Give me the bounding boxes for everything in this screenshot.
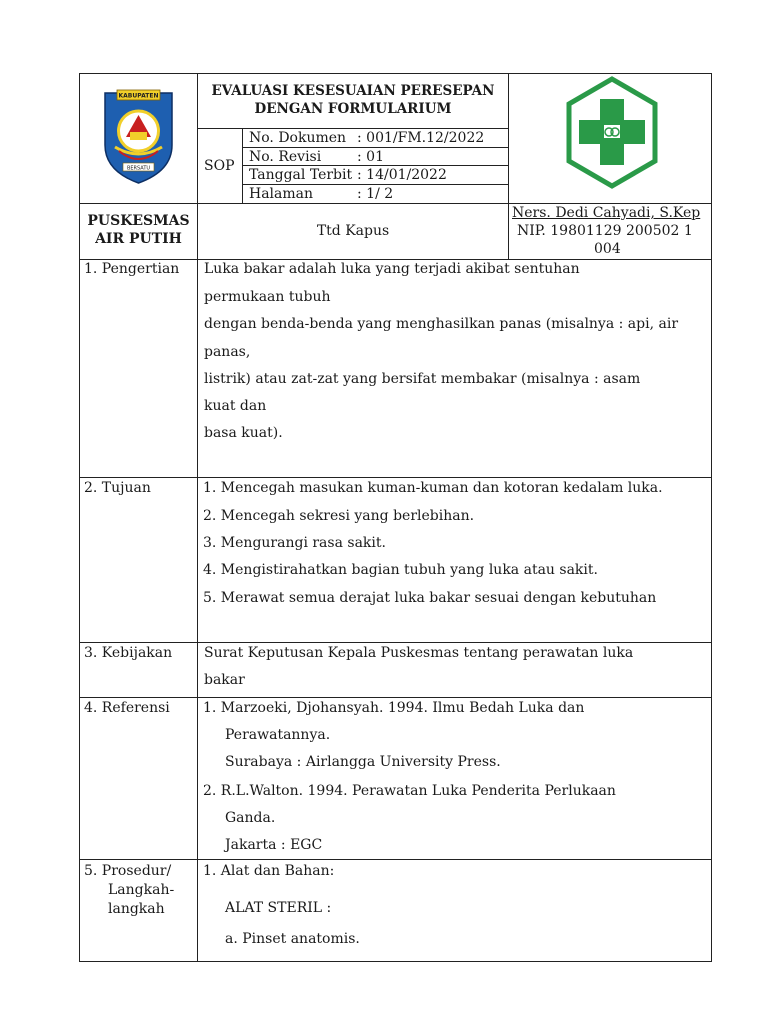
section-label-prosedur-line3: langkah <box>108 901 165 917</box>
tujuan-item: 4. Mengistirahatkan bagian tubuh yang luka atau sakit. <box>203 562 598 578</box>
tujuan-item: 3. Mengurangi rasa sakit. <box>203 535 386 551</box>
referensi-1-line1: 1. Marzoeki, Djohansyah. 1994. Ilmu Bedah Luka dan <box>203 700 585 716</box>
issue-date-value: : 14/01/2022 <box>357 167 447 183</box>
page-value: : 1/ 2 <box>357 186 394 202</box>
referensi-2-line3: Jakarta : EGC <box>225 837 323 853</box>
pengertian-text-line6: kuat dan <box>204 398 267 414</box>
pengertian-text-line4: panas, <box>204 344 251 360</box>
revision-label: No. Revisi <box>249 149 322 165</box>
revision-value: : 01 <box>357 149 384 165</box>
tujuan-item: 2. Mencegah sekresi yang berlebihan. <box>203 508 475 524</box>
signatory-nip-line1: NIP. 19801129 200502 1 <box>517 223 693 239</box>
kabupaten-crest-logo <box>101 87 176 187</box>
section-label-kebijakan: 3. Kebijakan <box>84 645 173 661</box>
tujuan-item: 5. Merawat semua derajat luka bakar sesuai dengan kebutuhan <box>203 590 657 606</box>
institution-name-line2: AIR PUTIH <box>95 231 182 247</box>
svg-text:BERSATU: BERSATU <box>126 165 151 172</box>
section-label-prosedur-line2: Langkah- <box>108 882 175 898</box>
signatory-name: Ners. Dedi Cahyadi, S.Kep <box>512 205 701 221</box>
referensi-2-line2: Ganda. <box>225 810 276 826</box>
svg-text:KABUPATEN: KABUPATEN <box>118 92 159 100</box>
pengertian-text-line2: permukaan tubuh <box>204 289 331 305</box>
doc-no-value: : 001/FM.12/2022 <box>357 130 485 146</box>
issue-date-label: Tanggal Terbit <box>249 167 353 183</box>
signatory-nip-line2: 004 <box>594 241 621 257</box>
prosedur-text-line3: a. Pinset anatomis. <box>225 931 360 947</box>
pengertian-text-line7: basa kuat). <box>204 425 283 441</box>
page-label: Halaman <box>249 186 314 202</box>
section-label-referensi: 4. Referensi <box>84 700 170 716</box>
prosedur-text-line2: ALAT STERIL : <box>225 900 332 916</box>
puskesmas-cross-logo <box>564 75 660 191</box>
section-label-prosedur: 5. Prosedur/ <box>84 863 172 879</box>
pengertian-text-line5: listrik) atau zat-zat yang bersifat membakar (misalnya : asam <box>204 371 641 387</box>
referensi-1-line3: Surabaya : Airlangga University Press. <box>225 754 501 770</box>
kebijakan-text-line2: bakar <box>204 672 245 688</box>
document-title-line1: EVALUASI KESESUAIAN PERESEPAN <box>211 83 495 99</box>
prosedur-text-line1: 1. Alat dan Bahan: <box>203 863 335 879</box>
sop-label: SOP <box>204 158 235 174</box>
document-title-line2: DENGAN FORMULARIUM <box>254 101 452 117</box>
pengertian-text-line3: dengan benda-benda yang menghasilkan panas (misalnya : api, air <box>204 316 679 332</box>
ttd-kapus: Ttd Kapus <box>316 223 390 239</box>
institution-name-line1: PUSKESMAS <box>87 213 190 229</box>
pengertian-text-line1: Luka bakar adalah luka yang terjadi akibat sentuhan <box>204 261 580 277</box>
referensi-1-line2: Perawatannya. <box>225 727 331 743</box>
tujuan-item: 1. Mencegah masukan kuman-kuman dan kotoran kedalam luka. <box>203 480 663 496</box>
doc-no-label: No. Dokumen <box>249 130 347 146</box>
section-label-tujuan: 2. Tujuan <box>84 480 151 496</box>
section-label-pengertian: 1. Pengertian <box>84 261 180 277</box>
referensi-2-line1: 2. R.L.Walton. 1994. Perawatan Luka Penderita Perlukaan <box>203 783 616 799</box>
kebijakan-text-line1: Surat Keputusan Kepala Puskesmas tentang perawatan luka <box>204 645 634 661</box>
